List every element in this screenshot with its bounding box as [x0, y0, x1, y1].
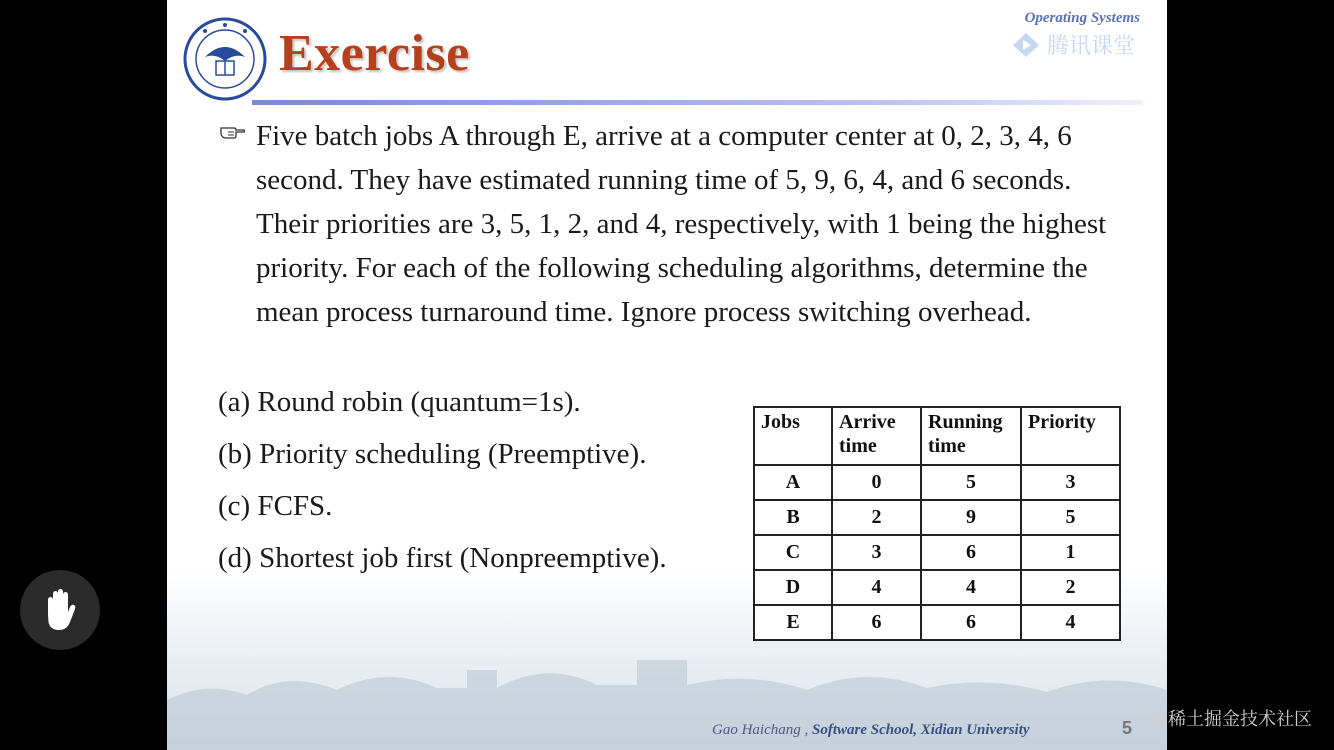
footer-author: Gao Haichang ,	[712, 722, 809, 738]
cell-job: B	[754, 500, 832, 535]
slide-footer	[712, 722, 1030, 739]
tencent-classroom-watermark	[1011, 29, 1135, 60]
title-divider	[252, 100, 1142, 105]
footer-university: Xidian University	[920, 722, 1030, 738]
table-row	[754, 500, 1120, 535]
cell-arrive: 3	[832, 535, 921, 570]
question-b: (b) Priority scheduling (Preemptive).	[218, 438, 647, 470]
header-arrive-time: Arrive time	[832, 407, 921, 465]
cell-arrive: 0	[832, 465, 921, 500]
table-row	[754, 570, 1120, 605]
pointing-hand-bullet-icon	[220, 122, 246, 140]
footer-school: Software School,	[812, 722, 918, 738]
cell-running: 6	[921, 535, 1021, 570]
table-row	[754, 535, 1120, 570]
cell-priority: 3	[1021, 465, 1120, 500]
cell-job: D	[754, 570, 832, 605]
cell-running: 4	[921, 570, 1021, 605]
watermark-text: 腾讯课堂	[1046, 34, 1135, 59]
play-diamond-icon	[1011, 31, 1041, 59]
cell-job: E	[754, 605, 832, 640]
cell-running: 9	[921, 500, 1021, 535]
header-running-time: Running time	[921, 407, 1021, 465]
cell-priority: 1	[1021, 535, 1120, 570]
cell-running: 6	[921, 605, 1021, 640]
question-a: (a) Round robin (quantum=1s).	[218, 386, 581, 418]
cell-running: 5	[921, 465, 1021, 500]
cell-arrive: 2	[832, 500, 921, 535]
cell-priority: 5	[1021, 500, 1120, 535]
raise-hand-button[interactable]	[20, 570, 100, 650]
page-number: 5	[1122, 718, 1133, 738]
raise-hand-icon	[40, 588, 80, 632]
credit-watermark: @稀土掘金技术社区	[1150, 709, 1312, 730]
table-row	[754, 465, 1120, 500]
cell-job: A	[754, 465, 832, 500]
question-c: (c) FCFS.	[218, 490, 333, 522]
question-d: (d) Shortest job first (Nonpreemptive).	[218, 542, 667, 574]
header-priority: Priority	[1021, 407, 1120, 465]
table-header-row	[754, 407, 1120, 465]
course-label: Operating Systems	[1024, 10, 1140, 26]
cell-job: C	[754, 535, 832, 570]
jobs-table	[753, 406, 1121, 641]
cell-arrive: 6	[832, 605, 921, 640]
problem-statement: Five batch jobs A through E, arrive at a computer center at 0, 2, 3, 4, 6 second. They have estimated running time of 5, 9, 6, 4, and 6 seconds. Their priorities are 3, 5, 1, 2, and 4, respectively, with 1 being the highest priority. For each of the following scheduling algorithms, determine the mean process turnaround time. Ignore process switching overhead.	[256, 120, 1107, 328]
cell-priority: 4	[1021, 605, 1120, 640]
cell-arrive: 4	[832, 570, 921, 605]
table-row	[754, 605, 1120, 640]
university-seal-logo	[183, 17, 267, 101]
slide-title: Exercise	[279, 25, 470, 82]
slide	[167, 0, 1167, 750]
header-jobs: Jobs	[754, 407, 832, 465]
cell-priority: 2	[1021, 570, 1120, 605]
